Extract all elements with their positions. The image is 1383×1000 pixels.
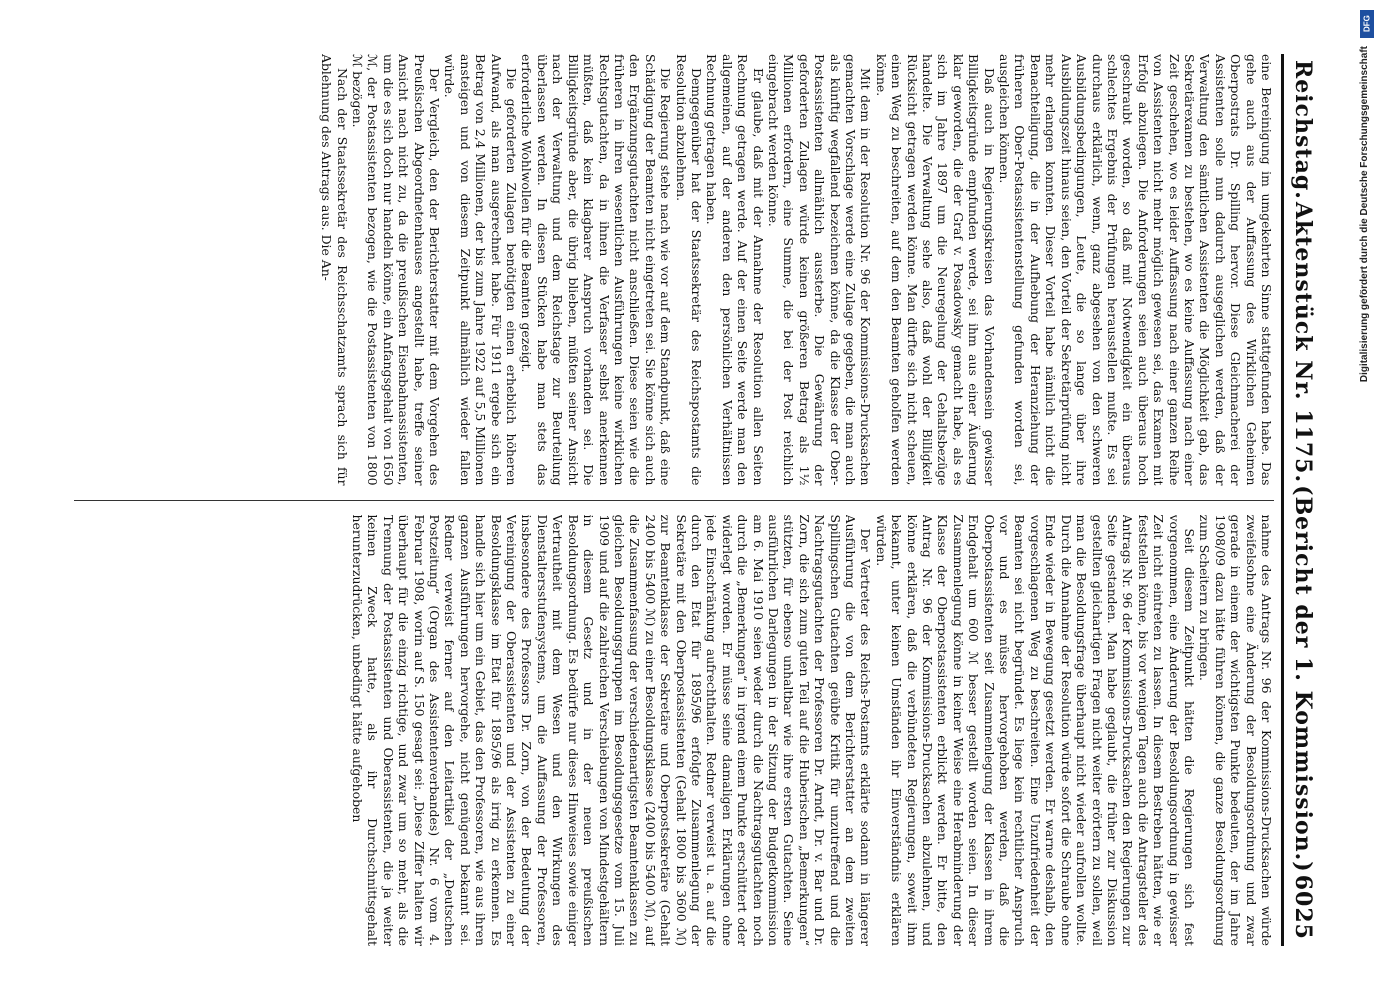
paragraph: Mit dem in der Resolution Nr. 96 der Kommissions-Drucksachen gemachten Vorschlage werde eine Zulage gegeben, die man auch als künftig wegfallend bezeichnen könne, da die Klasse der Ober-Postassistenten allmählich aussterbe. Die Gewährung der geforderten Zulagen würde keinen größeren Betrag als 1½ Millionen erfordern, eine Summe, die bei der Post reichlich eingebracht werden könne. bbox=[766, 54, 874, 486]
text-columns bbox=[74, 54, 1274, 946]
text-column-left bbox=[74, 54, 1274, 486]
header-document-number: Aktenstück Nr. 1175. bbox=[1290, 201, 1316, 484]
page-header bbox=[1288, 60, 1318, 940]
paragraph: Demgegenüber hat der Staatssekretär des Reichspostamts die Resolution abzulehnen. bbox=[673, 54, 704, 486]
paragraph: Nach der Staatssekretär des Reichsschatzamts sprach sich für Ablehnung des Antrags aus. Die An- bbox=[319, 54, 350, 486]
paragraph: Er glaube, daß mit der Annahme der Resolution allen Seiten Rechnung getragen werde. Auf der einen Seite werde man den allgemeinen, auf der anderen den persönlichen Verhältnissen Rechnung getragen haben. bbox=[704, 54, 766, 486]
paragraph: Seit diesem Zeitpunkt hätten die Regierungen sich fest vorgenommen, eine Änderung der Besoldungsordnung in gewisser Zeit nicht eintreten zu lassen. In diesem Bestreben hätten, wie er feststellen könne, bis vor wenigen Tagen auch die Antragsteller des Antrags Nr. 96 der Kommissions-Drucksachen den Regierungen zur Seite gestanden. Man habe geglaubt, die früher zur Diskussion gestellten gleichartigen Fragen nicht weiter erörtern zu sollen, weil man die Besoldungsfrage überhaupt nicht wieder aufrollen wollte. Durch die Annahme der Resolution würde sofort die Schraube ohne Ende wieder in Bewegung gesetzt werden. Er warne deshalb, den vorgeschlagenen Weg zu beschreiten. Eine Unzufriedenheit der Beamten sei nicht begründet. Es liege kein rechtlicher Anspruch vor und es müsse hervorgehoben werden, daß die Oberpostassistenten seit Zusammenlegung der Klassen in ihrem Endgehalt um 600 ℳ besser gestellt worden seien. In dieser Zusammenlegung könne in keiner Weise eine Herabminderung der Klasse der Oberpostassistenten erblickt werden. Er bitte, den Antrag Nr. 96 der Kommissions-Drucksachen abzulehnen, und könne erklären, daß die verbündeten Regierungen, soweit ihm bekannt, unter keinen Umständen ihr Einverständnis erklären würden. bbox=[873, 514, 1197, 946]
text-column-right bbox=[74, 515, 1274, 947]
scanned-page bbox=[56, 40, 1326, 960]
dfg-logo: DFG bbox=[1360, 10, 1374, 38]
paragraph: Daß auch in Regierungskreisen das Vorhandensein gewisser Billigkeitsgründe empfunden werde, sei ihm aus einer Äußerung klar geworden, die der Graf v. Posadowsky gemacht habe, als es sich im Jahre 1897 um die Neuregelung der Gehaltsbezüge handelte. Die Verwaltung sehe also, daß wohl der Billigkeit Rücksicht getragen werden könne. Man dürfte sich nicht scheuen, einen Weg zu beschreiten, auf dem den Beamten geholfen werden könne. bbox=[873, 54, 997, 486]
paragraph: Die geforderten Zulagen benötigten einen erheblich höheren Aufwand, als man ausgerechnet habe. Für 1911 ergebe sich ein Betrag von 2,4 Millionen, der bis zum Jahre 1922 auf 5,5 Millionen ansteigen und von diesem Zeitpunkt allmählich wieder fallen würde. bbox=[442, 54, 520, 486]
paragraph: Der Vergleich, den der Berichterstatter mit dem Vorgehen des Preußischen Abgeordnetenhauses angestellt habe, treffe seiner Ansicht nach nicht zu, da die preußischen Eisenbahnassistenten, um die es sich doch nur handeln könne, ein Anfangsgehalt von 1650 ℳ, der Postassistenten bezogen, wie die Postassistenten von 1800 ℳ bezögen. bbox=[350, 54, 443, 486]
paragraph: eine Bereinigung im umgekehrten Sinne stattgefunden habe. Das gehe auch aus der Auffassung des Wirklichen Geheimen Oberpostrats Dr. Spilling hervor. Diese Gleichmacherei der Assistenten solle nun dadurch ausgeglichen werden, daß der Verwaltung den sämtlichen Assistenten die Möglichkeit gab, das Sekretärexamen zu bestehen, wo es keine Auffassung nach einer Zeit geschehen, wo es leider Auffassung nach einer ganzen Reihe von Assistenten nicht mehr möglich gewesen sei, das Examen mit Erfolg abzulegen. Die Anforderungen seien auch überaus hoch geschraubt worden, so daß mit Notwendigkeit ein überaus schlechtes Ergebnis der Prüfungen herausstellen mußte. Es sei durchaus erklärlich, wenn, ganz abgesehen von den schweren Ausbildungsbedingungen, Leute, die so lange über ihre Ausbildungszeit hinaus seien, den Vorteil der Sekretärprüfung nicht mehr erlangen konnten. Dieser Vorteil habe nämlich nicht die Benachteiligung, die in der Aufhebung der Heranziehung der früheren Ober-Postassistentenstellung gefunden worden sei, ausgleichen können. bbox=[997, 54, 1274, 486]
column-divider bbox=[74, 500, 1274, 501]
header-left: Reichstag. bbox=[1290, 60, 1316, 200]
digitization-credit-text: Digitalisierung gefördert durch die Deutsche Forschungsgemeinschaft bbox=[1359, 46, 1370, 383]
paragraph: nahme des Antrags Nr. 96 der Kommissions-Drucksachen würde zweifelsohne eine Änderung der Besoldungsordnung und zwar gerade in einem der wichtigsten Punkte bedeuten, der im Jahre 1908/09 dazu hätte führen können, die ganze Besoldungsordnung zum Scheitern zu bringen. bbox=[1197, 514, 1274, 946]
paragraph: Der Vertreter des Reichs-Postamts erklärte sodann in längerer Ausführung die von dem Berichterstatter an dem zweiten Spillingschen Gutachten geübte Kritik für unzutreffend und die Nachtragsgutachten der Professoren Dr. Arndt, Dr. v. Bar und Dr. Zorn, die sich zum guten Teil auf die Huberischen „Bemerkungen“ stützten, für ebenso unhaltbar wie ihre ersten Gutachten. Seine ausführlichen Darlegungen in der Sitzung der Budgetkommission am 6. Mai 1910 seien weder durch die Nachtragsgutachten noch durch die „Bemerkungen“ in irgend einem Punkte erschüttert oder widerlegt worden. Er müsse seine damaligen Erklärungen ohne jede Einschränkung aufrechthalten. Redner verweist u. a. auf die durch den Etat für 1895/96 erfolgte Zusammenlegung der Sekretäre mit den Oberpostassistenten (Gehalt 1800 bis 3600 ℳ) zur Beamtenklasse der Sekretäre und Oberpostsekretäre (Gehalt 2400 bis 5400 ℳ) zu einer Besoldungsklasse (2400 bis 5400 ℳ), auf die Zusammenfassung der verschiedenartigsten Beamtenklassen zu gleichen Besoldungsgruppen im Besoldungsgesetze vom 15. Juli 1909 und auf die zahlreichen Verschiebungen von Mindestgehältern in diesem Gesetz und in der neuen preußischen Besoldungsordnung. Es bedürfe nur dieses Hinweises sowie einiger Vertrautheit mit dem Wesen und den Wirkungen des Dienstaltersstufensystems, um die Auffassung der Professoren, insbesondere des Professors Dr. Zorn, von der Bedeutung der Vereinigung der Oberassistenten und der Assistenten zu einer Besoldungsklasse im Etat für 1895/96 als irrig zu erkennen. Es handle sich hier um ein Gebiet, das den Professoren, wie aus ihren ganzen Ausführungen hervorgehe, nicht genügend bekannt sei. Redner verweist ferner auf den Leitartikel der „Deutschen Postzeitung“ (Organ des Assistentenverbandes) Nr. 6 vom 4. Februar 1908, worin auf S. 150 gesagt sei: „Diese Ziffer halten wir überhaupt für die einzig richtige, und zwar um so mehr, als die Trennung der Postassistenten und Oberassistenten, die ja weiter keinen Zweck hatte, als ihr Durchschnittsgehalt herunterzudrücken, unbedingt hätte aufgehoben bbox=[350, 514, 874, 946]
paragraph: Die Regierung stehe nach wie vor auf dem Standpunkt, daß eine Schädigung der Beamten nicht eingetreten sei. Sie könne sich auch den Ergänzungsgutachten nicht anschließen. Diese seien wie die früheren in ihren wesentlichen Ausführungen keine wirklichen Rechtsgutachten, da in ihnen die Verfasser selbst anerkennen müßten, daß kein klagbarer Anspruch vorhanden sei. Die Billigkeitsgründe aber, die übrig blieben, müßten seiner Ansicht nach der Verwaltung und dem Reichstage zur Beurteilung überlassen werden. In diesen Stücken habe man stets das erforderliche Wohlwollen für die Beamten gezeigt. bbox=[519, 54, 674, 486]
header-rule bbox=[1281, 54, 1284, 946]
header-report-title: (Bericht der 1. Kommission.) bbox=[1290, 485, 1316, 873]
digitization-credit bbox=[1357, 6, 1379, 991]
page-number: 6025 bbox=[1290, 874, 1316, 940]
